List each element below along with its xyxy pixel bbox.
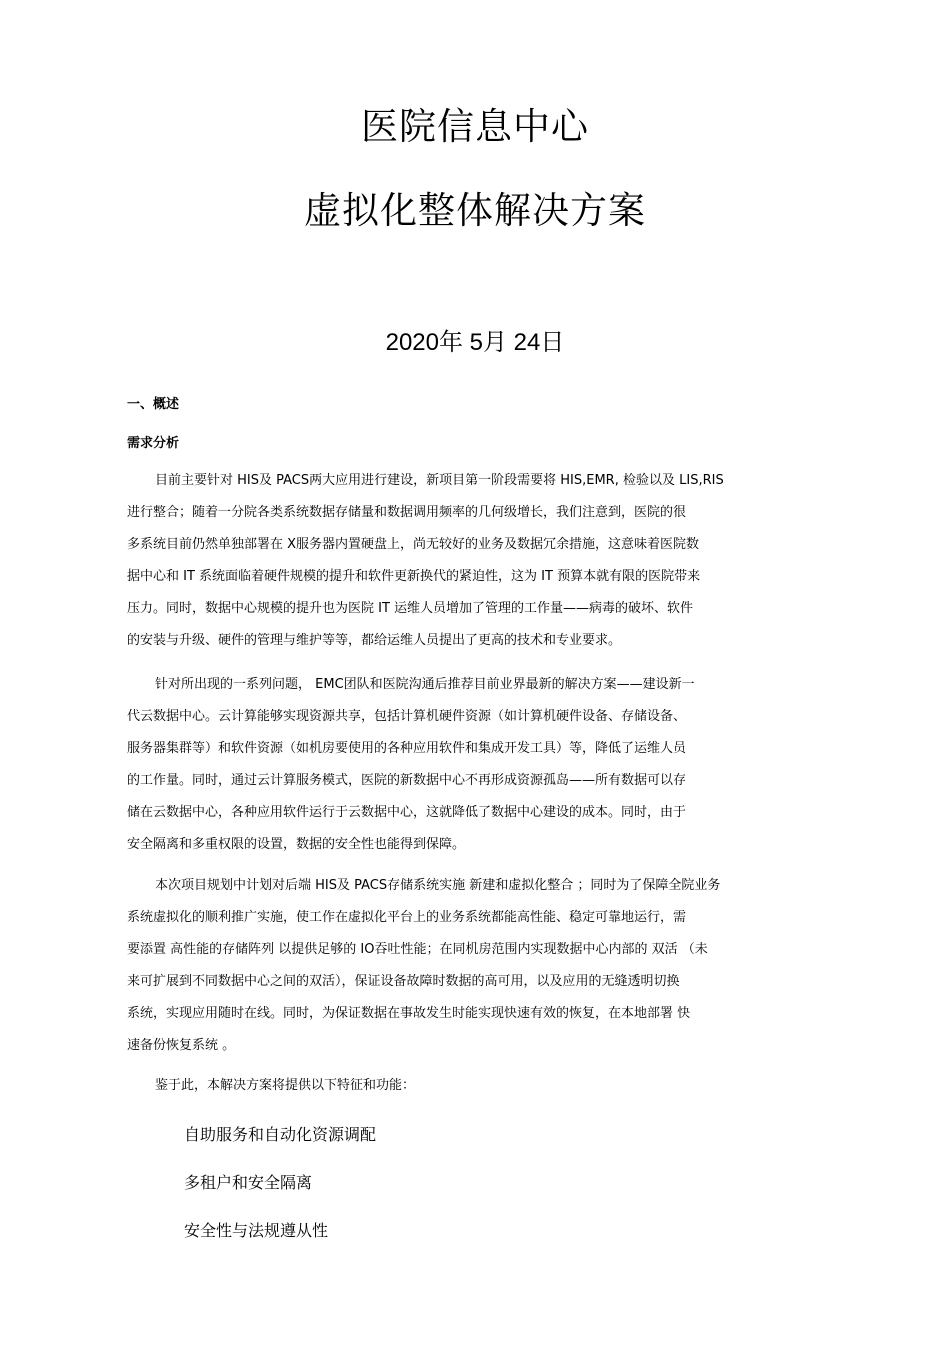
paragraph-line: 安全隔离和多重权限的设置，数据的安全性也能得到保障。 — [127, 837, 466, 852]
paragraph-line: 系统，实现应用随时在线。同时，为保证数据在事故发生时能实现快速有效的恢复，在本地部署 快 — [127, 1006, 691, 1021]
paragraph-2 — [127, 669, 817, 861]
paragraph-line: 要添置 高性能的存储阵列 以提供足够的 IO吞吐性能；在同机房范围内实现数据中心内部的 双活 （未 — [127, 942, 708, 957]
paragraph-line: 系统虚拟化的顺利推广实施，使工作在虚拟化平台上的业务系统都能高性能、稳定可靠地运行，需 — [127, 910, 687, 925]
paragraph-line: 速备份恢复系统 。 — [127, 1038, 236, 1053]
paragraph-4 — [127, 1070, 817, 1102]
document-date: 2020年 5月 24日 — [385, 329, 565, 356]
paragraph-line: 鉴于此，本解决方案将提供以下特征和功能： — [155, 1078, 416, 1093]
paragraph-line: 的工作量。同时，通过云计算服务模式，医院的新数据中心不再形成资源孤岛——所有数据可以存 — [127, 773, 687, 788]
document-title-line1: 医院信息中心 — [361, 105, 589, 148]
paragraph-line: 目前主要针对 HIS及 PACS两大应用进行建设，新项目第一阶段需要将 HIS,EMR, 检验以及 LIS,RIS — [155, 473, 724, 488]
paragraph-line: 储在云数据中心，各种应用软件运行于云数据中心，这就降低了数据中心建设的成本。同时，由于 — [127, 805, 687, 820]
paragraph-3 — [127, 870, 817, 1062]
section-heading-overview: 一、概述 — [127, 397, 180, 412]
document-title-line2: 虚拟化整体解决方案 — [304, 189, 646, 232]
paragraph-line: 压力。同时，数据中心规模的提升也为医院 IT 运维人员增加了管理的工作量——病毒的破坏、软件 — [127, 601, 694, 616]
paragraph-line: 进行整合；随着一分院各类系统数据存储量和数据调用频率的几何级增长，我们注意到，医院的很 — [127, 505, 687, 520]
feature-item: 多租户和安全隔离 — [184, 1173, 313, 1192]
paragraph-line: 的安装与升级、硬件的管理与维护等等，都给运维人员提出了更高的技术和专业要求。 — [127, 633, 622, 648]
paragraph-line: 多系统目前仍然单独部署在 X服务器内置硬盘上，尚无较好的业务及数据冗余措施，这意味着医院数 — [127, 537, 700, 552]
paragraph-line: 代云数据中心。云计算能够实现资源共享，包括计算机硬件资源（如计算机硬件设备、存储设备、 — [127, 709, 687, 724]
paragraph-line: 本次项目规划中计划对后端 HIS及 PACS存储系统实施 新建和虚拟化整合 ；同时为了保障全院业务 — [155, 878, 721, 893]
paragraph-line: 针对所出现的一系列问题， EMC团队和医院沟通后推荐目前业界最新的解决方案——建设新一 — [155, 677, 695, 692]
feature-item: 自助服务和自动化资源调配 — [184, 1125, 377, 1144]
paragraph-1 — [127, 465, 817, 657]
paragraph-line: 来可扩展到不同数据中心之间的双活），保证设备故障时数据的高可用，以及应用的无缝透明切换 — [127, 974, 680, 989]
subsection-heading-requirements: 需求分析 — [127, 436, 180, 451]
feature-item: 安全性与法规遵从性 — [184, 1221, 329, 1240]
paragraph-line: 服务器集群等）和软件资源（如机房要使用的各种应用软件和集成开发工具）等，降低了运维人员 — [127, 741, 687, 756]
paragraph-line: 据中心和 IT 系统面临着硬件规模的提升和软件更新换代的紧迫性，这为 IT 预算本就有限的医院带来 — [127, 569, 701, 584]
